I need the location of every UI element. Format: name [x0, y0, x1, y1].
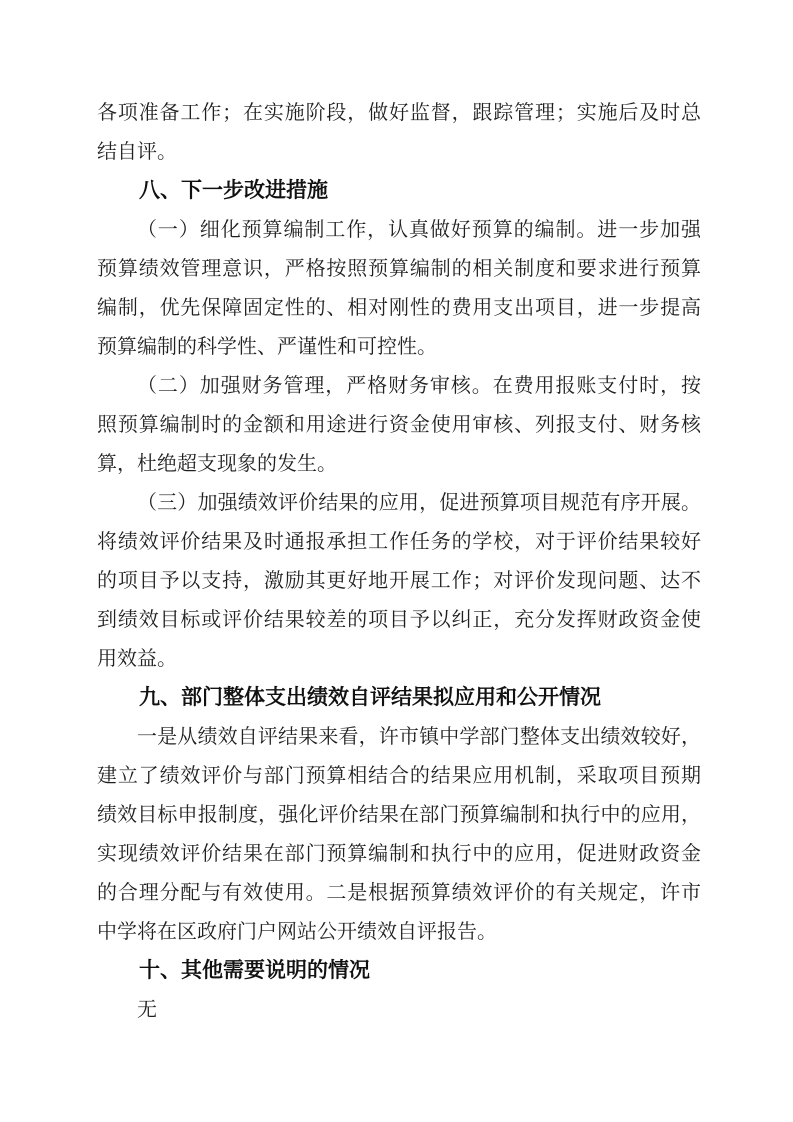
paragraph-line: 实现绩效评价结果在部门预算编制和执行中的应用，促进财政资金	[97, 841, 701, 865]
paragraph-line: （二）加强财务管理，严格财务审核。在费用报账支付时，按	[137, 373, 701, 397]
paragraph-line: 无	[137, 997, 157, 1021]
paragraph-line: 结自评。	[97, 139, 177, 163]
paragraph-line: 建立了绩效评价与部门预算相结合的结果应用机制，采取项目预期	[97, 763, 701, 787]
paragraph-line: 一是从绩效自评结果来看，许市镇中学部门整体支出绩效较好，	[137, 724, 701, 748]
paragraph-line: 照预算编制时的金额和用途进行资金使用审核、列报支付、财务核	[97, 412, 701, 436]
paragraph-line: 绩效目标申报制度，强化评价结果在部门预算编制和执行中的应用，	[97, 802, 701, 826]
paragraph-line: 预算绩效管理意识，严格按照预算编制的相关制度和要求进行预算	[97, 256, 701, 280]
paragraph-line: 中学将在区政府门户网站公开绩效自评报告。	[97, 919, 497, 943]
paragraph-line: 预算编制的科学性、严谨性和可控性。	[97, 334, 437, 358]
paragraph-line: 的项目予以支持，激励其更好地开展工作；对评价发现问题、达不	[97, 568, 701, 592]
section-heading-8: 八、下一步改进措施	[139, 178, 328, 202]
paragraph-line: 各项准备工作；在实施阶段，做好监督，跟踪管理；实施后及时总	[97, 100, 701, 124]
section-heading-10: 十、其他需要说明的情况	[139, 958, 370, 982]
paragraph-line: 算，杜绝超支现象的发生。	[97, 451, 337, 475]
paragraph-line: 用效益。	[97, 646, 177, 670]
section-heading-9: 九、部门整体支出绩效自评结果拟应用和公开情况	[139, 685, 601, 709]
paragraph-line: 编制，优先保障固定性的、相对刚性的费用支出项目，进一步提高	[97, 295, 701, 319]
paragraph-line: （三）加强绩效评价结果的应用，促进预算项目规范有序开展。	[137, 490, 701, 514]
paragraph-line: 的合理分配与有效使用。二是根据预算绩效评价的有关规定，许市	[97, 880, 701, 904]
document-body	[97, 93, 701, 1029]
paragraph-line: （一）细化预算编制工作，认真做好预算的编制。进一步加强	[137, 217, 701, 241]
paragraph-line: 到绩效目标或评价结果较差的项目予以纠正，充分发挥财政资金使	[97, 607, 701, 631]
paragraph-line: 将绩效评价结果及时通报承担工作任务的学校，对于评价结果较好	[97, 529, 701, 553]
